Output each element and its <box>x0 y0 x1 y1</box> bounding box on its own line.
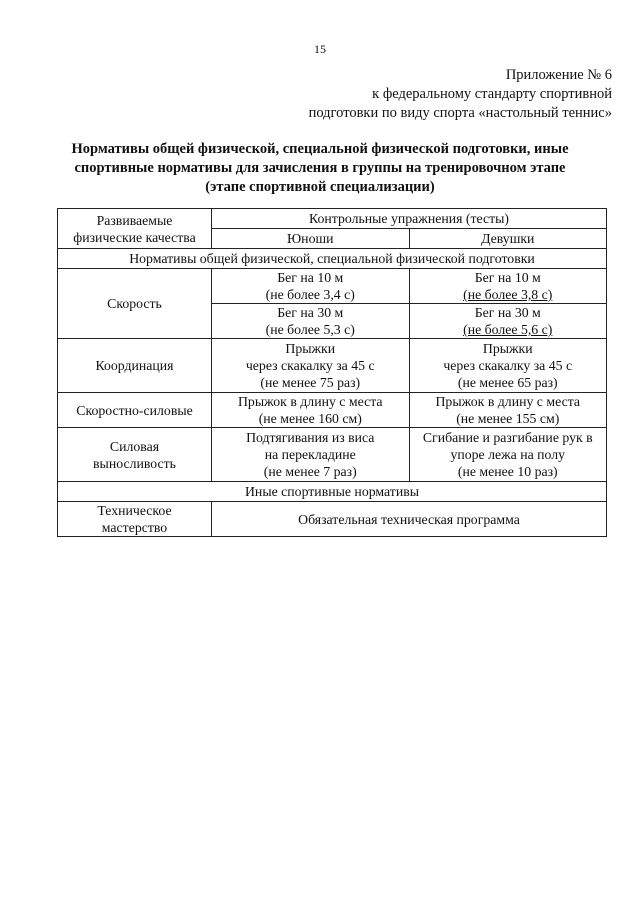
header-tests: Контрольные упражнения (тесты) <box>212 209 607 229</box>
header-girls: Девушки <box>409 229 607 249</box>
technical-program: Обязательная техническая программа <box>212 502 607 537</box>
table-row <box>58 393 607 428</box>
title-line: спортивные нормативы для зачисления в группы на тренировочном этапе <box>74 160 566 176</box>
header-row <box>58 209 607 229</box>
table-row <box>58 428 607 482</box>
quality-speed: Скорость <box>58 269 212 339</box>
test-cell-boys: Бег на 30 м (не более 5,3 с) <box>212 304 410 339</box>
test-cell-boys: Бег на 10 м (не более 3,4 с) <box>212 269 410 304</box>
quality-technical: Техническое мастерство <box>58 502 212 537</box>
header-boys: Юноши <box>212 229 410 249</box>
header-quality: Развиваемые физические качества <box>58 209 212 249</box>
test-cell-boys: Прыжок в длину с места (не менее 160 см) <box>212 393 410 428</box>
appendix-number: Приложение № 6 <box>505 67 612 83</box>
section-row <box>58 482 607 502</box>
test-cell-boys: Подтягивания из виса на перекладине (не менее 7 раз) <box>212 428 410 482</box>
norms-table <box>57 208 607 537</box>
table-row <box>58 269 607 304</box>
quality-coordination: Координация <box>58 339 212 393</box>
page-number: 15 <box>314 42 326 56</box>
test-cell-girls: Прыжки через скакалку за 45 с (не менее 65 раз) <box>409 339 607 393</box>
quality-power: Скоростно-силовые <box>58 393 212 428</box>
test-cell-girls: Прыжок в длину с места (не менее 155 см) <box>409 393 607 428</box>
appendix-reference-line: подготовки по виду спорта «настольный теннис» <box>308 105 612 121</box>
section-title-general: Нормативы общей физической, специальной физической подготовки <box>58 249 607 269</box>
test-cell-girls: Бег на 10 м (не более 3,8 с) <box>409 269 607 304</box>
test-cell-girls: Сгибание и разгибание рук в упоре лежа на полу (не менее 10 раз) <box>409 428 607 482</box>
table-row <box>58 339 607 393</box>
title-line: Нормативы общей физической, специальной физической подготовки, иные <box>71 141 569 157</box>
title-line: (этапе спортивной специализации) <box>205 179 435 195</box>
test-cell-girls: Бег на 30 м (не более 5,6 с) <box>409 304 607 339</box>
section-row <box>58 249 607 269</box>
document-title <box>40 140 600 197</box>
section-title-other: Иные спортивные нормативы <box>58 482 607 502</box>
appendix-reference-line: к федеральному стандарту спортивной <box>372 86 612 102</box>
table-row <box>58 502 607 537</box>
quality-endurance: Силовая выносливость <box>58 428 212 482</box>
test-cell-boys: Прыжки через скакалку за 45 с (не менее 75 раз) <box>212 339 410 393</box>
appendix-header <box>282 66 612 123</box>
